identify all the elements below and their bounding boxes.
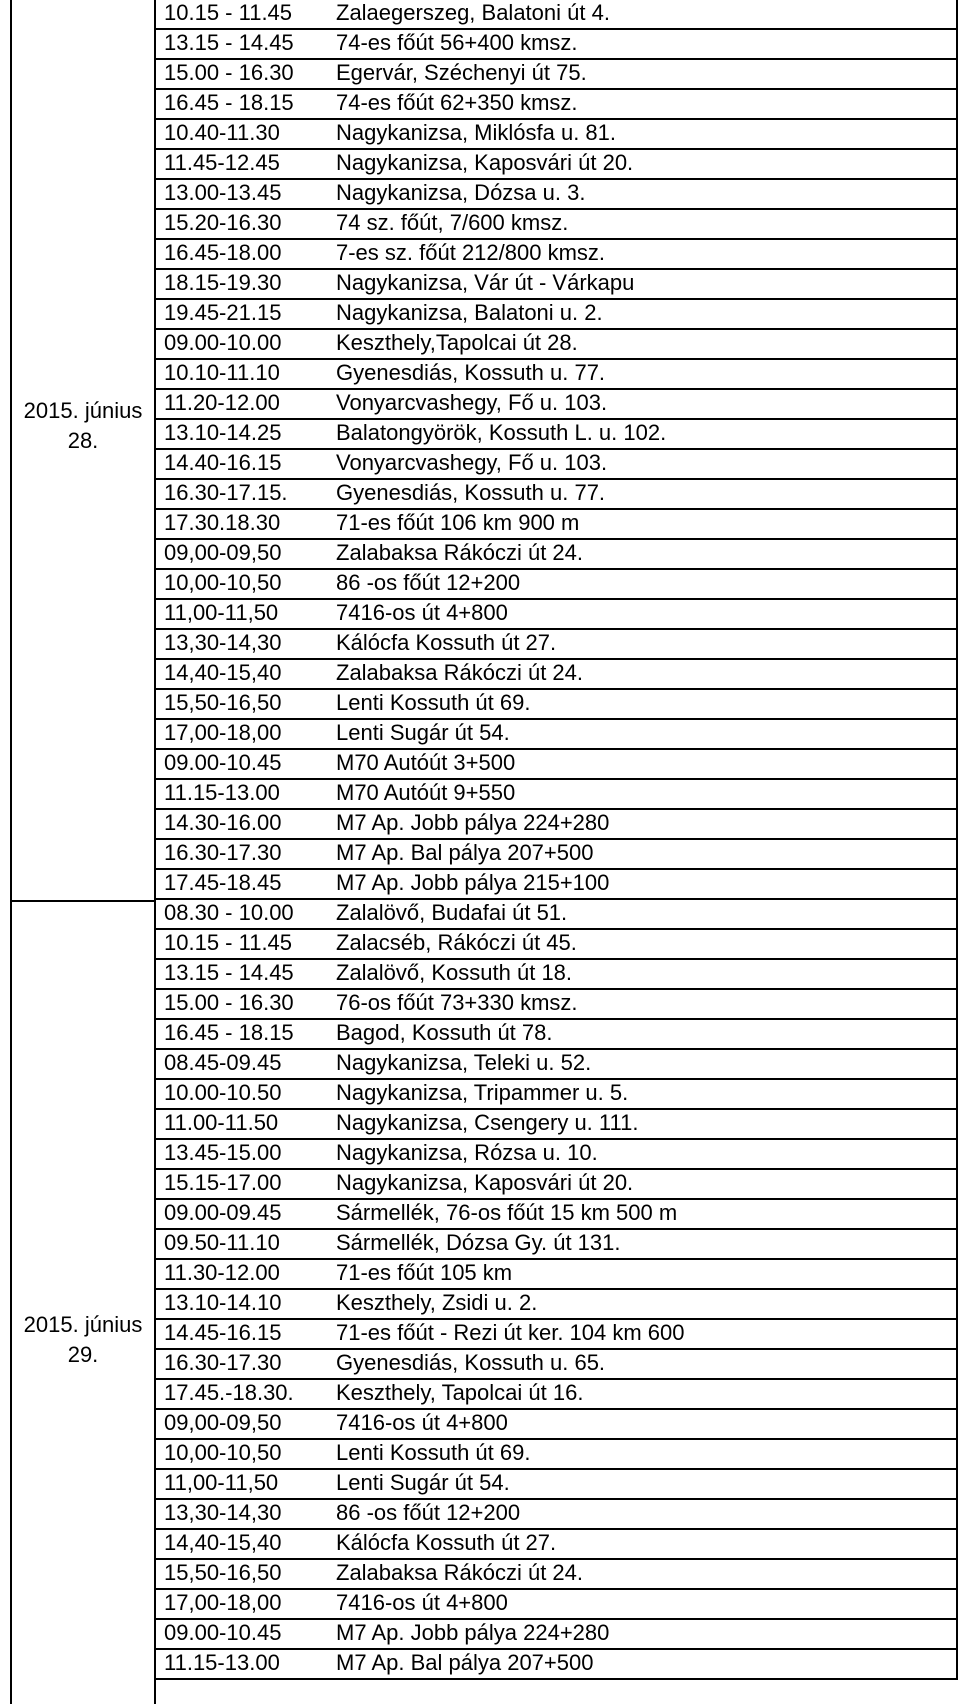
location-cell: Sármellék, 76-os főút 15 km 500 m xyxy=(336,1200,678,1225)
time-cell: 09.00-09.45 xyxy=(164,1200,282,1225)
table-row xyxy=(156,1470,958,1500)
location-cell: M70 Autóút 3+500 xyxy=(336,750,516,775)
table-row xyxy=(156,270,958,300)
date-label-line2: 28. xyxy=(67,428,99,453)
location-cell: Zalabaksa Rákóczi út 24. xyxy=(336,540,584,565)
location-cell: M7 Ap. Bal pálya 207+500 xyxy=(336,840,594,865)
time-cell: 09,00-09,50 xyxy=(164,1410,282,1435)
time-cell: 15,50-16,50 xyxy=(164,690,282,715)
table-row xyxy=(156,1110,958,1140)
time-cell: 17.45-18.45 xyxy=(164,870,282,895)
location-cell: 7-es sz. főút 212/800 kmsz. xyxy=(336,240,606,265)
time-cell: 09.50-11.10 xyxy=(164,1230,280,1255)
time-cell: 14.45-16.15 xyxy=(164,1320,282,1345)
location-cell: 71-es főút - Rezi út ker. 104 km 600 xyxy=(336,1320,685,1345)
time-cell: 11,00-11,50 xyxy=(164,1470,279,1495)
location-cell: Lenti Sugár út 54. xyxy=(336,720,510,745)
time-cell: 10,00-10,50 xyxy=(164,570,282,595)
time-cell: 09,00-09,50 xyxy=(164,540,282,565)
time-cell: 13.10-14.10 xyxy=(164,1290,282,1315)
table-row xyxy=(156,660,958,690)
table-row xyxy=(156,330,958,360)
table-row xyxy=(156,960,958,990)
table-row xyxy=(156,1260,958,1290)
time-cell: 11.00-11.50 xyxy=(164,1110,279,1135)
location-cell: 86 -os főút 12+200 xyxy=(336,570,521,595)
location-cell: Zalalövő, Budafai út 51. xyxy=(336,900,568,925)
location-cell: Zalabaksa Rákóczi út 24. xyxy=(336,660,584,685)
location-cell: Gyenesdiás, Kossuth u. 77. xyxy=(336,480,606,505)
time-cell: 16.30-17.30 xyxy=(164,840,282,865)
table-row xyxy=(156,1620,958,1650)
location-cell: Keszthely, Zsidi u. 2. xyxy=(336,1290,538,1315)
location-cell: Balatongyörök, Kossuth L. u. 102. xyxy=(336,420,667,445)
location-cell: 7416-os út 4+800 xyxy=(336,600,508,625)
table-row xyxy=(156,1350,958,1380)
time-cell: 11.45-12.45 xyxy=(164,150,280,175)
table-row xyxy=(156,570,958,600)
location-cell: Gyenesdiás, Kossuth u. 65. xyxy=(336,1350,606,1375)
table-row xyxy=(156,420,958,450)
table-row xyxy=(156,90,958,120)
time-cell: 11.15-13.00 xyxy=(164,1650,280,1675)
time-cell: 16.45 - 18.15 xyxy=(164,1020,294,1045)
time-cell: 14.40-16.15 xyxy=(164,450,282,475)
table-row xyxy=(156,240,958,270)
location-cell: Nagykanizsa, Miklósfa u. 81. xyxy=(336,120,617,145)
table-row xyxy=(156,630,958,660)
time-cell: 17.30.18.30 xyxy=(164,510,281,535)
table-row xyxy=(156,990,958,1020)
table-row xyxy=(156,300,958,330)
table-row xyxy=(156,690,958,720)
location-cell: Kálócfa Kossuth út 27. xyxy=(336,1530,557,1555)
date-cell-june-28 xyxy=(12,0,154,902)
table-row xyxy=(156,1560,958,1590)
table-row xyxy=(156,1020,958,1050)
date-label-line1: 2015. június xyxy=(23,398,143,423)
time-cell: 09.00-10.45 xyxy=(164,1620,282,1645)
location-cell: 7416-os út 4+800 xyxy=(336,1410,508,1435)
table-row xyxy=(156,60,958,90)
table-row xyxy=(156,150,958,180)
time-cell: 11.20-12.00 xyxy=(164,390,280,415)
location-cell: Zalacséb, Rákóczi út 45. xyxy=(336,930,577,955)
table-row xyxy=(156,930,958,960)
location-cell: Keszthely,Tapolcai út 28. xyxy=(336,330,578,355)
location-cell: M7 Ap. Jobb pálya 224+280 xyxy=(336,810,610,835)
table-row xyxy=(156,480,958,510)
table-row xyxy=(156,210,958,240)
location-cell: Vonyarcvashegy, Fő u. 103. xyxy=(336,450,608,475)
schedule-table xyxy=(10,0,958,1704)
time-cell: 10.15 - 11.45 xyxy=(164,930,293,955)
table-row xyxy=(156,0,958,30)
location-cell: Nagykanizsa, Rózsa u. 10. xyxy=(336,1140,598,1165)
location-cell: M70 Autóút 9+550 xyxy=(336,780,516,805)
time-cell: 17,00-18,00 xyxy=(164,1590,282,1615)
location-cell: M7 Ap. Bal pálya 207+500 xyxy=(336,1650,594,1675)
location-cell: Zalaegerszeg, Balatoni út 4. xyxy=(336,0,610,25)
time-cell: 13.10-14.25 xyxy=(164,420,282,445)
table-row xyxy=(156,1230,958,1260)
location-cell: 7416-os út 4+800 xyxy=(336,1590,508,1615)
location-cell: Lenti Kossuth út 69. xyxy=(336,690,531,715)
table-row xyxy=(156,1650,958,1680)
time-cell: 14,40-15,40 xyxy=(164,1530,282,1555)
time-cell: 15.00 - 16.30 xyxy=(164,60,294,85)
time-cell: 16.30-17.30 xyxy=(164,1350,282,1375)
table-row xyxy=(156,1530,958,1560)
location-cell: Lenti Kossuth út 69. xyxy=(336,1440,531,1465)
location-cell: Nagykanizsa, Csengery u. 111. xyxy=(336,1110,639,1135)
location-cell: 71-es főút 105 km xyxy=(336,1260,513,1285)
location-cell: M7 Ap. Jobb pálya 215+100 xyxy=(336,870,610,895)
table-row xyxy=(156,870,958,900)
time-cell: 09.00-10.00 xyxy=(164,330,282,355)
time-cell: 10.00-10.50 xyxy=(164,1080,282,1105)
time-cell: 15.00 - 16.30 xyxy=(164,990,294,1015)
table-row xyxy=(156,1140,958,1170)
table-row xyxy=(156,1320,958,1350)
table-row xyxy=(156,750,958,780)
table-row xyxy=(156,1380,958,1410)
time-cell: 14,40-15,40 xyxy=(164,660,282,685)
time-cell: 13.45-15.00 xyxy=(164,1140,282,1165)
time-cell: 11.30-12.00 xyxy=(164,1260,280,1285)
location-cell: Nagykanizsa, Vár út - Várkapu xyxy=(336,270,635,295)
time-cell: 16.30-17.15. xyxy=(164,480,288,505)
table-row xyxy=(156,1410,958,1440)
time-cell: 11.15-13.00 xyxy=(164,780,280,805)
table-row xyxy=(156,1590,958,1620)
time-cell: 13.15 - 14.45 xyxy=(164,30,294,55)
table-row xyxy=(156,1290,958,1320)
table-row xyxy=(156,720,958,750)
time-cell: 18.15-19.30 xyxy=(164,270,282,295)
location-cell: Lenti Sugár út 54. xyxy=(336,1470,510,1495)
date-label xyxy=(12,1310,154,1370)
table-row xyxy=(156,180,958,210)
location-cell: 74-es főút 62+350 kmsz. xyxy=(336,90,578,115)
time-cell: 11,00-11,50 xyxy=(164,600,279,625)
time-cell: 17,00-18,00 xyxy=(164,720,282,745)
time-cell: 16.45-18.00 xyxy=(164,240,282,265)
table-row xyxy=(156,540,958,570)
table-row xyxy=(156,840,958,870)
table-row xyxy=(156,1440,958,1470)
location-cell: 86 -os főút 12+200 xyxy=(336,1500,521,1525)
location-cell: M7 Ap. Jobb pálya 224+280 xyxy=(336,1620,610,1645)
time-cell: 16.45 - 18.15 xyxy=(164,90,294,115)
time-cell: 17.45.-18.30. xyxy=(164,1380,294,1405)
table-row xyxy=(156,120,958,150)
date-cell-june-29 xyxy=(12,902,154,1704)
location-cell: Nagykanizsa, Kaposvári út 20. xyxy=(336,1170,634,1195)
location-cell: 74-es főút 56+400 kmsz. xyxy=(336,30,578,55)
time-cell: 14.30-16.00 xyxy=(164,810,282,835)
location-cell: Nagykanizsa, Kaposvári út 20. xyxy=(336,150,634,175)
location-cell: 71-es főút 106 km 900 m xyxy=(336,510,580,535)
table-row xyxy=(156,900,958,930)
location-cell: 74 sz. főút, 7/600 kmsz. xyxy=(336,210,569,235)
time-cell: 13,30-14,30 xyxy=(164,630,282,655)
time-cell: 13.15 - 14.45 xyxy=(164,960,294,985)
location-cell: Egervár, Széchenyi út 75. xyxy=(336,60,587,85)
location-cell: Gyenesdiás, Kossuth u. 77. xyxy=(336,360,606,385)
date-column xyxy=(12,0,156,1704)
table-row xyxy=(156,1200,958,1230)
time-cell: 13.00-13.45 xyxy=(164,180,282,205)
time-cell: 10.10-11.10 xyxy=(164,360,280,385)
time-cell: 10.40-11.30 xyxy=(164,120,280,145)
table-row xyxy=(156,810,958,840)
table-row xyxy=(156,1050,958,1080)
table-row xyxy=(156,360,958,390)
time-cell: 19.45-21.15 xyxy=(164,300,282,325)
table-row xyxy=(156,600,958,630)
location-cell: Zalalövő, Kossuth út 18. xyxy=(336,960,573,985)
location-cell: Bagod, Kossuth út 78. xyxy=(336,1020,553,1045)
time-cell: 09.00-10.45 xyxy=(164,750,282,775)
table-row xyxy=(156,1080,958,1110)
table-row xyxy=(156,1500,958,1530)
time-cell: 08.30 - 10.00 xyxy=(164,900,294,925)
location-cell: Vonyarcvashegy, Fő u. 103. xyxy=(336,390,608,415)
location-cell: Keszthely, Tapolcai út 16. xyxy=(336,1380,584,1405)
table-row xyxy=(156,1170,958,1200)
table-row xyxy=(156,390,958,420)
location-cell: Zalabaksa Rákóczi út 24. xyxy=(336,1560,584,1585)
time-cell: 15.15-17.00 xyxy=(164,1170,282,1195)
location-cell: Nagykanizsa, Dózsa u. 3. xyxy=(336,180,586,205)
table-row xyxy=(156,30,958,60)
time-cell: 08.45-09.45 xyxy=(164,1050,282,1075)
location-cell: Sármellék, Dózsa Gy. út 131. xyxy=(336,1230,621,1255)
time-cell: 15.20-16.30 xyxy=(164,210,282,235)
location-cell: Nagykanizsa, Teleki u. 52. xyxy=(336,1050,592,1075)
location-cell: Nagykanizsa, Tripammer u. 5. xyxy=(336,1080,629,1105)
date-label-line1: 2015. június xyxy=(23,1312,143,1337)
location-cell: Kálócfa Kossuth út 27. xyxy=(336,630,557,655)
table-row xyxy=(156,510,958,540)
time-cell: 10,00-10,50 xyxy=(164,1440,282,1465)
time-cell: 13,30-14,30 xyxy=(164,1500,282,1525)
location-cell: 76-os főút 73+330 kmsz. xyxy=(336,990,578,1015)
date-label xyxy=(12,396,154,456)
time-cell: 10.15 - 11.45 xyxy=(164,0,293,25)
location-cell: Nagykanizsa, Balatoni u. 2. xyxy=(336,300,603,325)
date-label-line2: 29. xyxy=(67,1342,99,1367)
table-row xyxy=(156,450,958,480)
time-cell: 15,50-16,50 xyxy=(164,1560,282,1585)
table-row xyxy=(156,780,958,810)
